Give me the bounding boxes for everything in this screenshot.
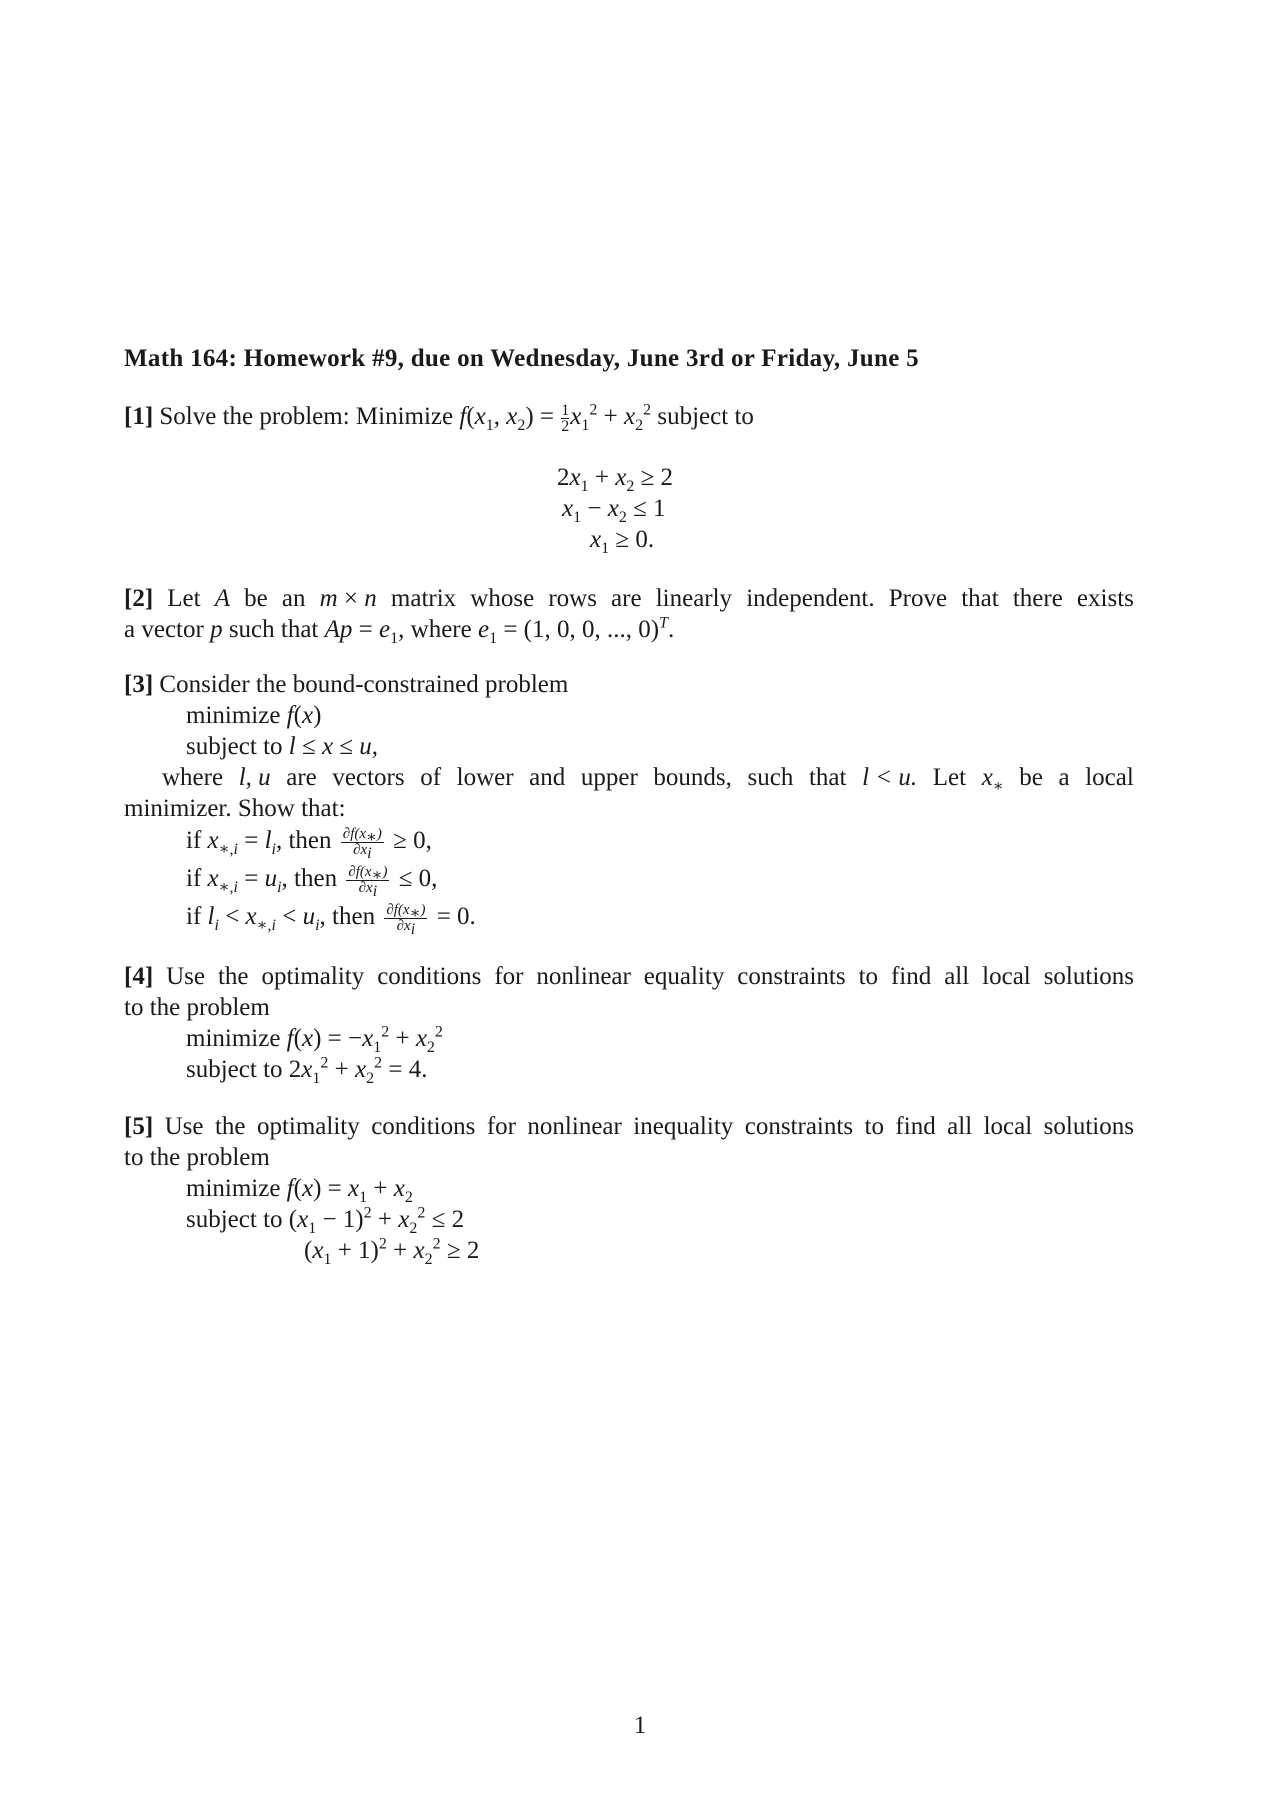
problem-5-line-1: [5] Use the optimality conditions for nonlinear inequality constraints to find all local solutions [124, 1113, 1134, 1140]
problem-5-number: [5] [124, 1113, 154, 1140]
page-title: Math 164: Homework #9, due on Wednesday, June 3rd or Friday, June 5 [124, 345, 919, 372]
problem-2-number: [2] [124, 585, 154, 612]
problem-1-constraint-3: $x_1 \ge 0$. [590, 526, 655, 557]
problem-1-subject-to: subject to [657, 403, 754, 430]
problem-3-case-1: if $x_{∗,i} = l_i$, then $\frac{\partial f(x_∗)}{\partial x_i}$ ≥ 0, [186, 825, 432, 862]
page-number: 1 [633, 1712, 647, 1739]
problem-3-case-3: if $l_i < x_{∗,i} < u_i$, then $\frac{\partial f(x_∗)}{\partial x_i}$ = 0. [186, 901, 476, 938]
problem-4-subject-to: subject to $2x_1^2 + x_2^2 = 4$. [186, 1054, 428, 1087]
problem-1-objective: $f(x_1$, $x_2$) = $\frac{1}{2}$ $x_1^2 + x_2^2$ [459, 401, 652, 435]
problem-1-constraint-1: $2x_1 + x_2 \ge 2$ [557, 464, 674, 495]
problem-2-line-2: a vector p such that $Ap = e_1$, where $e_1 = (1$, 0, 0, ..., 0)$^T$. [124, 614, 675, 647]
problem-4-line-2: to the problem [124, 994, 270, 1021]
problem-4-line-1: [4] Use the optimality conditions for nonlinear equality constraints to find all local solutions [124, 963, 1134, 990]
problem-3-minimize: minimize f(x) [186, 702, 322, 729]
problem-3-number: [3] [124, 671, 154, 698]
problem-1-constraint-2: $x_1 - x_2 \le 1$ [562, 495, 666, 526]
problem-1-statement [124, 402, 754, 434]
problem-1-number: [1] [124, 403, 154, 430]
problem-2-line-1: [2] Let A be an m × n matrix whose rows are linearly independent. Prove that there exists [124, 585, 1134, 612]
problem-3-subject-to: subject to l ≤ x ≤ u, [186, 733, 379, 760]
problem-3-case-2: if $x_{∗,i} = u_i$, then $\frac{\partial f(x_∗)}{\partial x_i}$ ≤ 0, [186, 863, 438, 900]
problem-5-subject-to-2: $(x_1 + 1)^2 + x_2^2 \ge 2$ [304, 1235, 480, 1268]
problem-1-intro: Solve the problem: Minimize [159, 403, 454, 430]
problem-4-number: [4] [124, 963, 154, 990]
problem-3-minimizer-line: minimizer. Show that: [124, 795, 346, 822]
problem-4-minimize: minimize $f(x) = -x_1^2 + x_2^2$ [186, 1023, 443, 1056]
problem-3-where-line: where l, u are vectors of lower and upper bounds, such that l < u. Let $x_∗$ be a local [162, 764, 1134, 795]
problem-5-minimize: minimize $f(x) = x_1 + x_2$ [186, 1175, 413, 1206]
problem-5-line-2: to the problem [124, 1144, 270, 1171]
problem-3-intro: [3] Consider the bound-constrained problem [124, 671, 569, 698]
problem-5-subject-to-1: subject to $(x_1 - 1)^2 + x_2^2 \le 2$ [186, 1204, 465, 1237]
